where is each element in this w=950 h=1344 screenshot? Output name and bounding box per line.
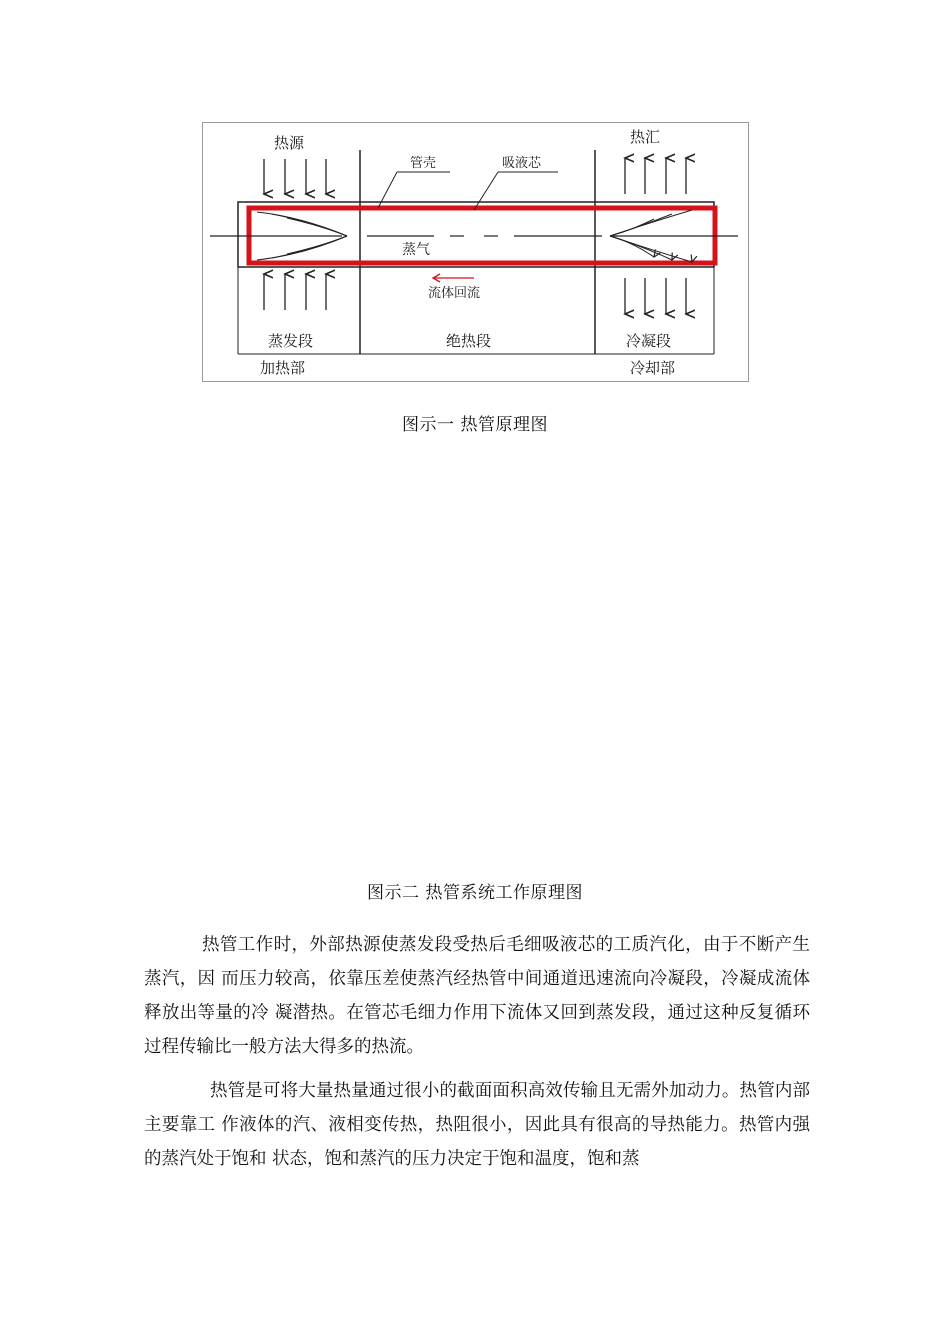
heat-input-arrows-bottom	[264, 274, 326, 310]
pipe-shell	[238, 202, 714, 267]
heat-sink-arrows	[625, 158, 686, 194]
label-shell: 管壳	[410, 156, 437, 171]
body-paragraph-1	[144, 928, 810, 1064]
figure2-placeholder	[202, 470, 749, 850]
body-paragraph-2	[144, 1074, 810, 1176]
label-wick: 吸液芯	[502, 156, 542, 171]
label-evaporator: 蒸发段	[268, 332, 314, 350]
cooling-arrows-bottom	[625, 278, 686, 314]
figure1-caption: 图示一 热管原理图	[402, 415, 548, 435]
heat-pipe-svg	[202, 122, 749, 382]
paragraph-text: 热管工作时，外部热源使蒸发段受热后毛细吸液芯的工质汽化，由于不断产生蒸汽，因 而压力较高，依靠压差使蒸汽经热管中间通道迅速流向冷凝段，冷凝成流体释放出等量的冷 凝潜热。在管芯毛细力作用下流体又回到蒸发段，通过这种反复循环过程传输比一般方法大得多的热流。	[144, 935, 810, 1057]
label-adiabatic: 绝热段	[446, 332, 492, 350]
label-heating-part: 加热部	[260, 359, 306, 377]
heat-source-arrows	[264, 159, 326, 194]
heat-pipe-diagram	[202, 122, 749, 382]
label-condenser: 冷凝段	[626, 332, 672, 350]
label-heat-source: 热源	[274, 134, 305, 152]
label-liquid-return: 流体回流	[428, 286, 481, 301]
wick-leader	[474, 172, 498, 210]
label-cooling-part: 冷却部	[630, 359, 676, 377]
figure2-caption: 图示二 热管系统工作原理图	[367, 883, 583, 903]
label-vapor: 蒸气	[402, 242, 430, 258]
label-heat-sink: 热汇	[630, 128, 661, 146]
paragraph-text: 热管是可将大量热量通过很小的截面面积高效传输且无需外加动力。热管内部主要靠工 作液体的汽、液相变传热，热阻很小，因此具有很高的导热能力。热管内强的蒸汽处于饱和 状态，饱和蒸汽的压力决定于饱和温度，饱和蒸	[144, 1081, 810, 1169]
